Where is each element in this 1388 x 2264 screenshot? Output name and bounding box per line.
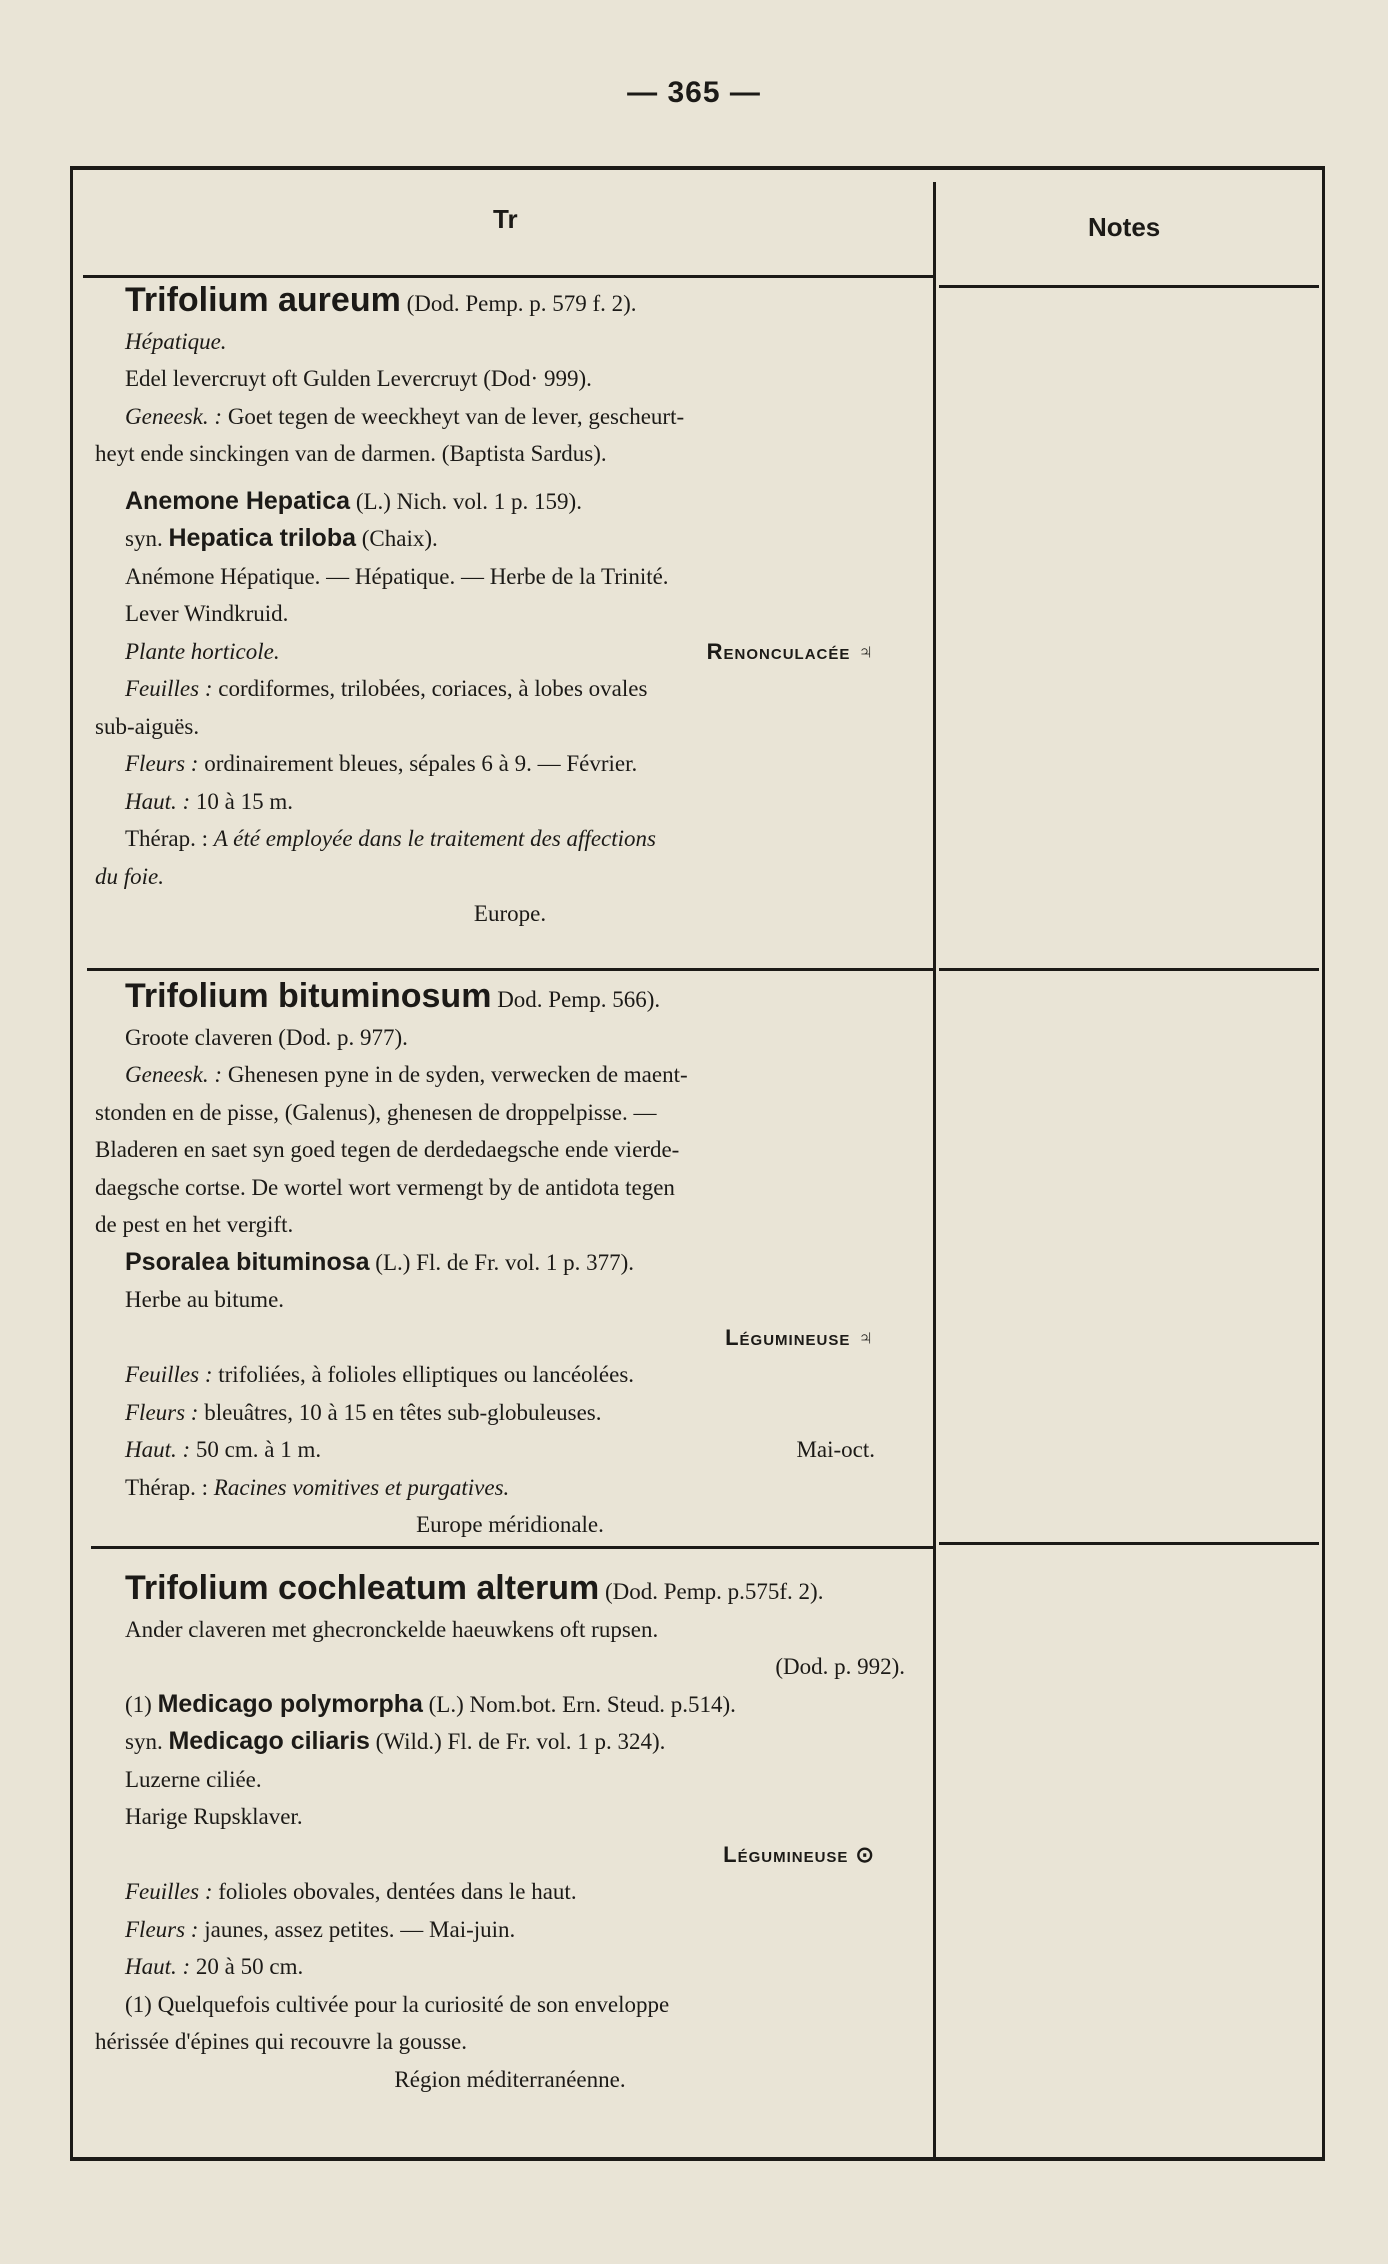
text-line: Région méditerranéenne. — [394, 2066, 626, 2092]
text-line: Lever Windkruid. — [125, 601, 289, 626]
header-rule-right — [939, 285, 1319, 288]
entry-title-line: Trifolium cochleatum alterum (Dod. Pemp. p.575f. 2). — [125, 1569, 824, 1607]
entry-trifolium-aureum — [95, 282, 925, 933]
text-line: (1) Medicago polymorpha (L.) Nom.bot. Ern. Steud. p.514). — [125, 1689, 736, 1718]
entry-separator-right — [939, 968, 1319, 971]
text-line: Hépatique. — [125, 328, 227, 354]
text-line: Fleurs : bleuâtres, 10 à 15 en têtes sub-globuleuses. — [125, 1399, 602, 1425]
page-number: — 365 — — [627, 76, 761, 109]
header-left: Tr — [493, 204, 518, 234]
text-line: Fleurs : ordinairement bleues, sépales 6 à 9. — Février. — [125, 751, 638, 776]
botanical-table — [70, 166, 1325, 2161]
text-line: Anemone Hepatica (L.) Nich. vol. 1 p. 159). — [125, 486, 582, 515]
text-line: du foie. — [95, 863, 164, 889]
text-line: Thérap. : Racines vomitives et purgatives. — [125, 1474, 510, 1500]
text-line: Feuilles : trifoliées, à folioles elliptiques ou lancéolées. — [125, 1362, 635, 1387]
entry-separator-left — [87, 968, 933, 971]
entry-separator-left — [91, 1546, 933, 1549]
text-line: Ander claveren met ghecronckelde haeuwkens oft rupsen. — [125, 1616, 659, 1642]
text-line: Geneesk. : Goet tegen de weeckheyt van de lever, gescheurt- — [125, 403, 685, 429]
text-line: Fleurs : jaunes, assez petites. — Mai-juin. — [125, 1916, 516, 1942]
text-line: Edel levercruyt oft Gulden Levercruyt (Dod· 999). — [125, 366, 592, 391]
text-line: Harige Rupsklaver. — [125, 1804, 303, 1829]
text-line: Herbe au bitume. — [125, 1287, 285, 1312]
text-line: Plante horticole. Renonculacée ♃ — [125, 638, 875, 664]
column-divider — [933, 182, 936, 2157]
text-line: Feuilles : cordiformes, trilobées, coriaces, à lobes ovales — [125, 676, 648, 701]
text-line: Luzerne ciliée. — [125, 1766, 262, 1792]
text-line: Bladeren en saet syn goed tegen de derdedaegsche ende vierde- — [95, 1137, 680, 1162]
text-line: daegsche cortse. De wortel wort vermengt by de antidota tegen — [95, 1174, 675, 1200]
text-line: syn. Medicago ciliaris (Wild.) Fl. de Fr. vol. 1 p. 324). — [125, 1727, 666, 1755]
text-line: sub-aiguës. — [95, 713, 200, 739]
text-line: Haut. : 50 cm. à 1 m. Mai-oct. — [125, 1437, 875, 1462]
text-line: Légumineuse ♃ — [725, 1324, 875, 1350]
text-line: heyt ende sinckingen van de darmen. (Baptista Sardus). — [95, 441, 607, 466]
entry-separator-right — [939, 1542, 1319, 1545]
text-line: Geneesk. : Ghenesen pyne in de syden, verwecken de maent- — [125, 1062, 688, 1087]
text-line: (1) Quelquefois cultivée pour la curiosité de son enveloppe — [125, 1991, 670, 2017]
text-line: Haut. : 10 à 15 m. — [125, 788, 294, 814]
entry-trifolium-cochleatum — [95, 1570, 925, 2098]
text-line: syn. Hepatica triloba (Chaix). — [125, 524, 438, 552]
text-line: Anémone Hépatique. — Hépatique. — Herbe de la Trinité. — [125, 563, 669, 589]
text-line: Groote claveren (Dod. p. 977). — [125, 1024, 408, 1050]
entry-trifolium-bituminosum — [95, 978, 925, 1544]
text-line: Psoralea bituminosa (L.) Fl. de Fr. vol. 1 p. 377). — [125, 1247, 635, 1276]
header-rule-left — [83, 275, 933, 278]
text-line: hérissée d'épines qui recouvre la gousse. — [95, 2029, 468, 2054]
text-line: Haut. : 20 à 50 cm. — [125, 1954, 304, 1979]
text-line: stonden en de pisse, (Galenus), ghenesen de droppelpisse. — — [95, 1099, 657, 1125]
text-line: (Dod. p. 992). — [775, 1654, 905, 1679]
text-line: Thérap. : A été employée dans le traitement des affections — [125, 826, 656, 851]
text-line: Feuilles : folioles obovales, dentées dans le haut. — [125, 1879, 577, 1904]
text-line: Europe. — [473, 901, 547, 926]
text-line: Europe méridionale. — [416, 1512, 604, 1537]
entry-title-line: Trifolium bituminosum Dod. Pemp. 566). — [125, 977, 661, 1015]
text-line: de pest en het vergift. — [95, 1212, 294, 1237]
entry-title-line: Trifolium aureum (Dod. Pemp. p. 579 f. 2). — [125, 281, 637, 319]
text-line: Légumineuse ⊙ — [723, 1841, 875, 1867]
header-right: Notes — [1088, 212, 1161, 242]
